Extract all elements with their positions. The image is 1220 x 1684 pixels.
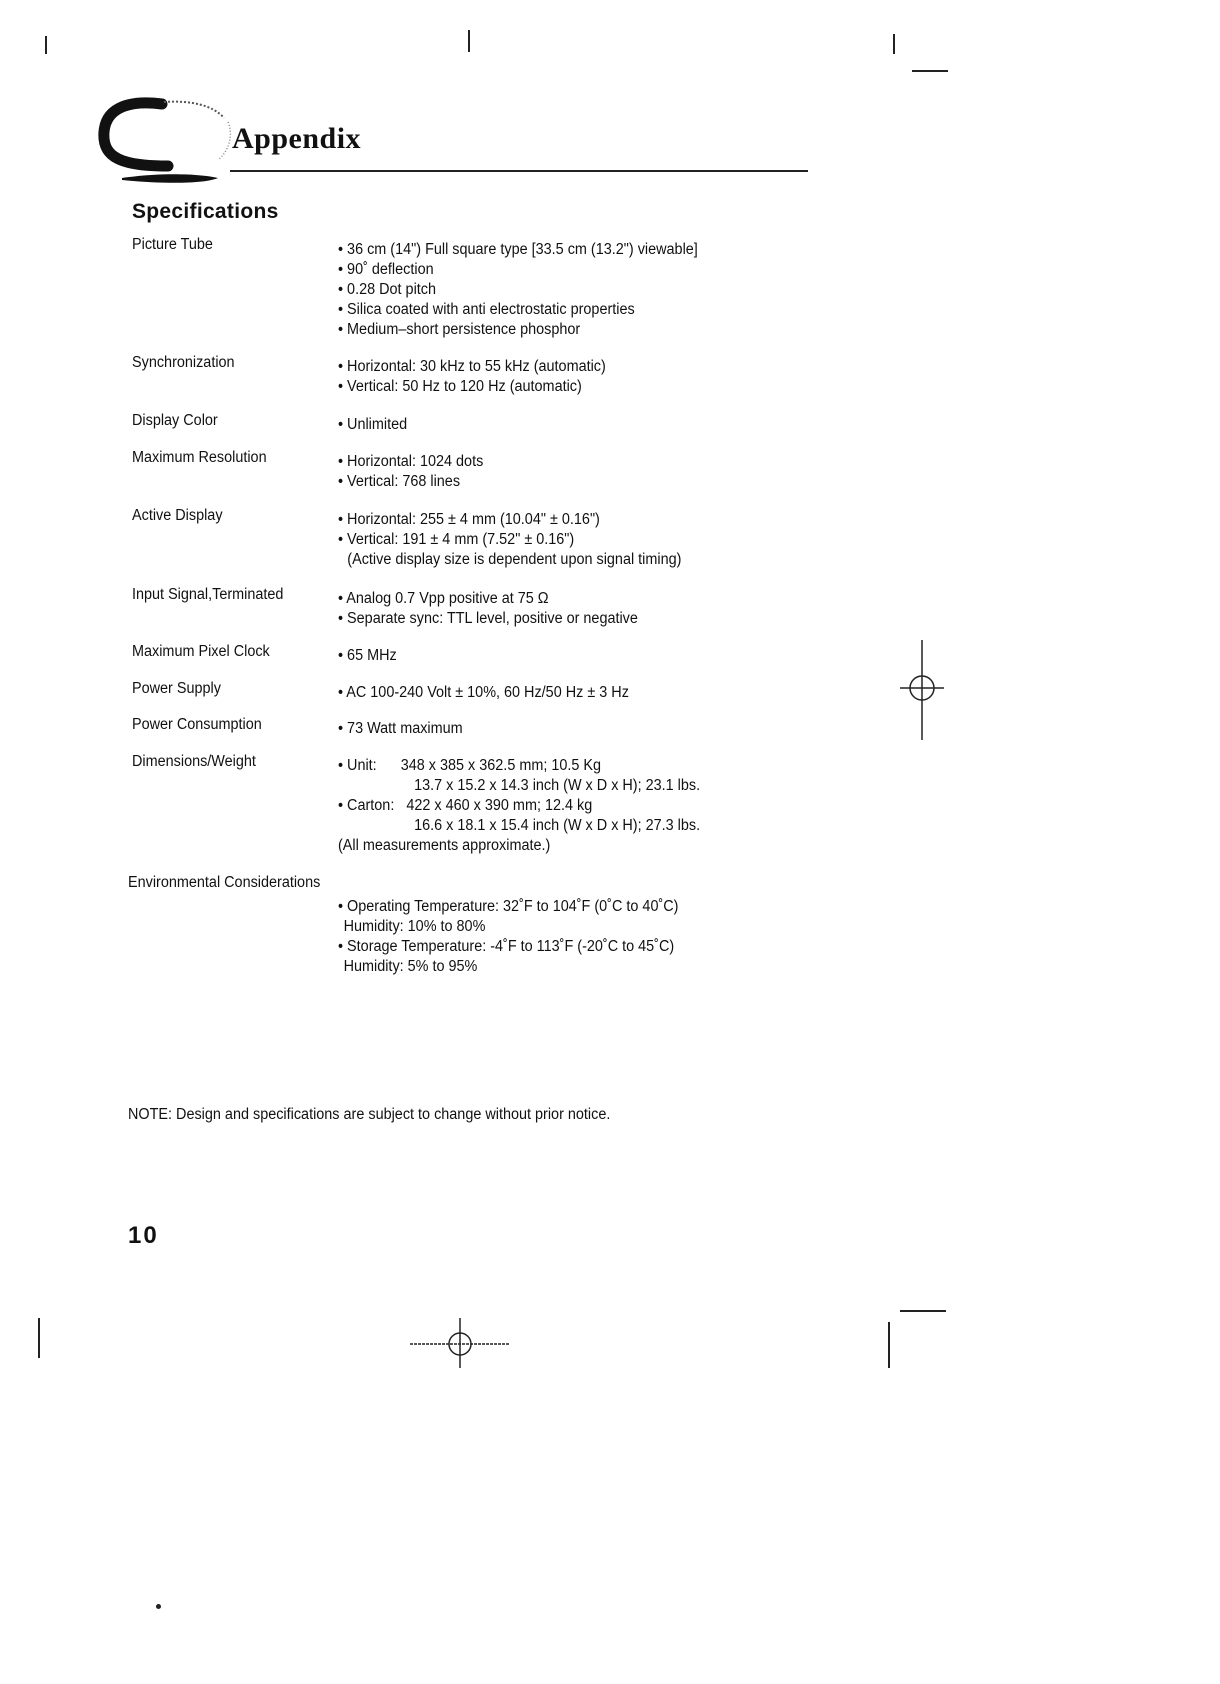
crop-mark-bottom-left xyxy=(38,1318,40,1358)
page-title: Appendix xyxy=(232,122,362,155)
spec-value: • 0.28 Dot pitch xyxy=(338,281,436,298)
spec-values-power-supply xyxy=(338,683,651,703)
spec-value: • 73 Watt maximum xyxy=(338,720,463,737)
spec-values-display-color xyxy=(338,415,412,435)
spec-label-maximum-resolution: Maximum Resolution xyxy=(132,449,267,466)
title-divider xyxy=(230,170,808,172)
appendix-logo-icon xyxy=(92,92,238,188)
registration-target-icon xyxy=(898,640,946,740)
spec-value: • Separate sync: TTL level, positive or negative xyxy=(338,610,638,627)
spec-value: • 90˚ deflection xyxy=(338,261,434,278)
spec-label-maximum-pixel-clock: Maximum Pixel Clock xyxy=(132,643,270,660)
spec-value: Humidity: 10% to 80% xyxy=(343,918,486,935)
spec-value: • Vertical: 768 lines xyxy=(338,473,461,490)
spec-value: • 36 cm (14") Full square type [33.5 cm (13.2") viewable] xyxy=(338,241,698,258)
registration-target-bottom-icon xyxy=(410,1318,510,1368)
spec-value: • Horizontal: 30 kHz to 55 kHz (automatic) xyxy=(338,358,606,375)
spec-value: • Horizontal: 1024 dots xyxy=(338,453,484,470)
spec-label-picture-tube: Picture Tube xyxy=(132,236,213,253)
spec-label-active-display: Active Display xyxy=(132,507,223,524)
spec-values-maximum-pixel-clock xyxy=(338,646,401,666)
crop-mark-top-left xyxy=(45,36,47,54)
spec-value: • Analog 0.7 Vpp positive at 75 Ω xyxy=(338,590,549,607)
page-number: 10 xyxy=(128,1222,159,1249)
spec-values-environmental xyxy=(338,897,704,977)
spec-value: • Vertical: 191 ± 4 mm (7.52" ± 0.16") xyxy=(338,531,575,548)
spec-label-display-color: Display Color xyxy=(132,412,218,429)
crop-mark-top-center xyxy=(468,30,470,52)
spec-value: • Horizontal: 255 ± 4 mm (10.04" ± 0.16") xyxy=(338,511,600,528)
spec-value: 16.6 x 18.1 x 15.4 inch (W x D x H); 27.3 lbs. xyxy=(338,817,701,834)
spec-label-power-supply: Power Supply xyxy=(132,680,221,697)
spec-value: • AC 100-240 Volt ± 10%, 60 Hz/50 Hz ± 3 Hz xyxy=(338,684,629,701)
spec-value: (All measurements approximate.) xyxy=(338,837,551,854)
spec-values-picture-tube xyxy=(338,240,725,340)
spec-value: • Vertical: 50 Hz to 120 Hz (automatic) xyxy=(338,378,582,395)
spec-label-input-signal: Input Signal,Terminated xyxy=(132,586,284,603)
spec-value: • Unit: 348 x 385 x 362.5 mm; 10.5 Kg xyxy=(338,757,602,774)
section-heading: Specifications xyxy=(132,200,279,223)
spec-values-maximum-resolution xyxy=(338,452,494,492)
spec-values-synchronization xyxy=(338,357,626,397)
spec-value: Humidity: 5% to 95% xyxy=(343,958,478,975)
spec-label-synchronization: Synchronization xyxy=(132,354,235,371)
spec-label-power-consumption: Power Consumption xyxy=(132,716,262,733)
spec-value: • Unlimited xyxy=(338,416,408,433)
spec-value: • Operating Temperature: 32˚F to 104˚F (0˚C to 40˚C) xyxy=(338,898,679,915)
stray-dot xyxy=(156,1604,161,1609)
spec-value: 13.7 x 15.2 x 14.3 inch (W x D x H); 23.1 lbs. xyxy=(338,777,701,794)
crop-mark-top-right xyxy=(893,34,895,54)
spec-value: (Active display size is dependent upon signal timing) xyxy=(347,551,682,568)
spec-value: • 65 MHz xyxy=(338,647,397,664)
spec-value: • Silica coated with anti electrostatic properties xyxy=(338,301,635,318)
spec-value: • Medium–short persistence phosphor xyxy=(338,321,581,338)
spec-label-dimensions-weight: Dimensions/Weight xyxy=(132,753,256,770)
footnote: NOTE: Design and specifications are subject to change without prior notice. xyxy=(128,1106,611,1123)
spec-values-power-consumption xyxy=(338,719,472,739)
spec-value: • Storage Temperature: -4˚F to 113˚F (-20˚C to 45˚C) xyxy=(338,938,675,955)
spec-values-active-display xyxy=(338,510,707,570)
spec-values-dimensions-weight xyxy=(338,756,727,856)
spec-values-input-signal xyxy=(338,589,660,629)
crop-mark-top-right-h xyxy=(912,70,948,72)
crop-mark-bottom-right-h xyxy=(900,1310,946,1312)
spec-value: • Carton: 422 x 460 x 390 mm; 12.4 kg xyxy=(338,797,593,814)
crop-mark-bottom-right xyxy=(888,1322,890,1368)
spec-label-environmental: Environmental Considerations xyxy=(128,874,321,891)
